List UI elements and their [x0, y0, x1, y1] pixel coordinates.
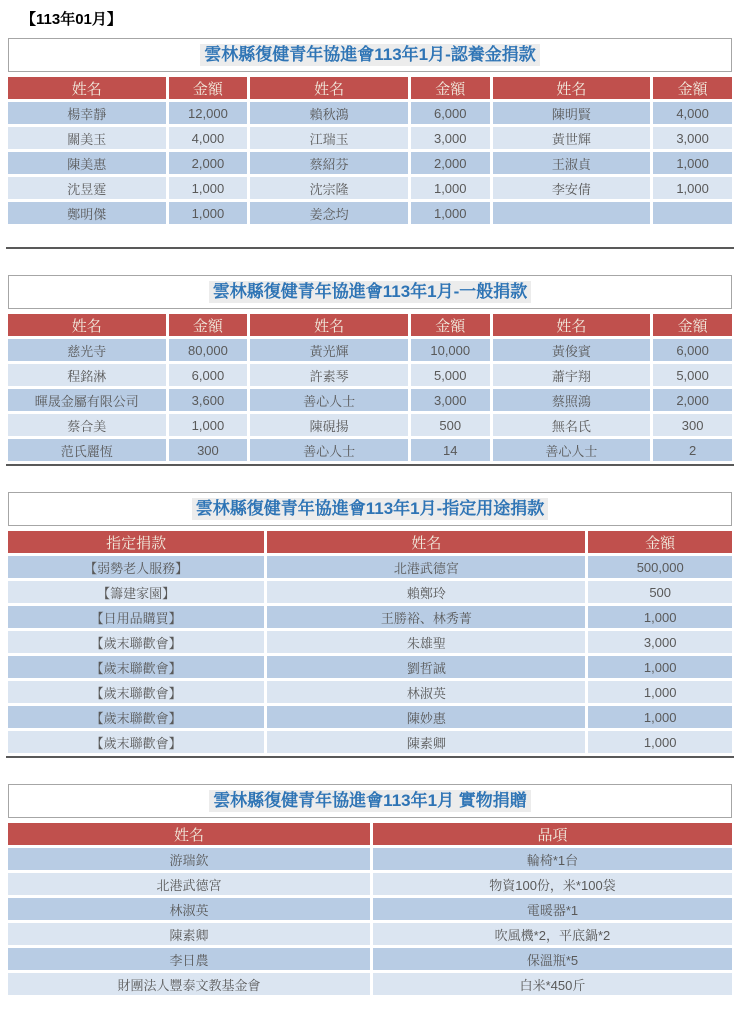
- donor-name-cell: 無名氏: [493, 414, 651, 436]
- donor-name-cell: 李安倩: [493, 177, 651, 199]
- donor-name-cell: 蔡照鴻: [493, 389, 651, 411]
- amount-cell: 2,000: [653, 389, 732, 411]
- donor-name-cell: 陳素卿: [8, 923, 370, 945]
- column-header: 姓名: [8, 314, 166, 336]
- amount-cell: 14: [411, 439, 490, 461]
- amount-cell: 5,000: [411, 364, 490, 386]
- donor-name-cell: 陳明賢: [493, 102, 651, 124]
- donor-name-cell: 蔡合美: [8, 414, 166, 436]
- amount-cell: 300: [653, 414, 732, 436]
- column-header: 金額: [653, 314, 732, 336]
- table-title-box: [8, 784, 732, 818]
- table-row: [8, 656, 732, 678]
- table-row: [8, 581, 732, 603]
- donor-name-cell: 善心人士: [493, 439, 651, 461]
- table-title-box: [8, 492, 732, 526]
- donor-name-cell: 陳素卿: [267, 731, 585, 753]
- table-row: [8, 152, 732, 174]
- amount-cell: 1,000: [169, 414, 248, 436]
- donor-name-cell: 善心人士: [250, 389, 408, 411]
- donor-name-cell: 李日農: [8, 948, 370, 970]
- in-kind-donation-section: [8, 784, 732, 998]
- purpose-cell: 【歲末聯歡會】: [8, 656, 264, 678]
- amount-cell: 1,000: [588, 656, 732, 678]
- donor-name-cell: 暉晟金屬有限公司: [8, 389, 166, 411]
- amount-cell: [653, 202, 732, 224]
- donor-name-cell: 沈昱霆: [8, 177, 166, 199]
- amount-cell: 2,000: [411, 152, 490, 174]
- amount-cell: 1,000: [411, 202, 490, 224]
- amount-cell: 2: [653, 439, 732, 461]
- purpose-cell: 【歲末聯歡會】: [8, 706, 264, 728]
- table-row: [8, 681, 732, 703]
- donor-name-cell: 許素琴: [250, 364, 408, 386]
- donor-name-cell: 王勝裕、林秀菁: [267, 606, 585, 628]
- amount-cell: 3,000: [653, 127, 732, 149]
- column-header: 金額: [169, 314, 248, 336]
- donation-report-page: [0, 8, 740, 998]
- column-header: 金額: [169, 77, 248, 99]
- amount-cell: 1,000: [169, 177, 248, 199]
- table-row: [8, 948, 732, 970]
- donor-name-cell: 陳硯揚: [250, 414, 408, 436]
- table-row: [8, 556, 732, 578]
- amount-cell: 6,000: [411, 102, 490, 124]
- item-cell: 白米*450斤: [373, 973, 732, 995]
- donor-name-cell: 楊幸靜: [8, 102, 166, 124]
- table-row: [8, 631, 732, 653]
- amount-cell: 500: [588, 581, 732, 603]
- donor-name-cell: 黃俊賓: [493, 339, 651, 361]
- donor-name-cell: 陳美惠: [8, 152, 166, 174]
- amount-cell: 3,000: [411, 127, 490, 149]
- column-header: 品項: [373, 823, 732, 845]
- designated-donation-table: [5, 528, 735, 756]
- table-row: [8, 848, 732, 870]
- table-row: [8, 873, 732, 895]
- donor-name-cell: 黃光輝: [250, 339, 408, 361]
- column-header: 金額: [411, 314, 490, 336]
- table-row: [8, 706, 732, 728]
- amount-cell: 5,000: [653, 364, 732, 386]
- amount-cell: 3,600: [169, 389, 248, 411]
- table-title: 雲林縣復健青年協進會113年1月-指定用途捐款: [192, 498, 549, 520]
- purpose-cell: 【歲末聯歡會】: [8, 681, 264, 703]
- table-title: 雲林縣復健青年協進會113年1月-一般捐款: [209, 281, 532, 303]
- amount-cell: 1,000: [588, 731, 732, 753]
- header-row: [8, 77, 732, 99]
- period-label: 【113年01月】: [21, 11, 122, 28]
- amount-cell: 1,000: [653, 177, 732, 199]
- amount-cell: 12,000: [169, 102, 248, 124]
- donor-name-cell: 姜念均: [250, 202, 408, 224]
- amount-cell: 300: [169, 439, 248, 461]
- donor-name-cell: 朱雄聖: [267, 631, 585, 653]
- column-header: 姓名: [267, 531, 585, 553]
- donor-name-cell: 北港武德宮: [8, 873, 370, 895]
- column-header: 姓名: [493, 314, 651, 336]
- table-bottom-divider: [6, 464, 734, 466]
- table-row: [8, 973, 732, 995]
- column-header: 姓名: [250, 77, 408, 99]
- donor-name-cell: 賴鄭玲: [267, 581, 585, 603]
- amount-cell: 3,000: [411, 389, 490, 411]
- donor-name-cell: 賴秋鴻: [250, 102, 408, 124]
- donor-name-cell: 范氏麗恆: [8, 439, 166, 461]
- table-title: 雲林縣復健青年協進會113年1月 實物捐贈: [209, 790, 531, 812]
- table-row: [8, 439, 732, 461]
- table-row: [8, 389, 732, 411]
- table-bottom-divider: [6, 247, 734, 249]
- amount-cell: 1,000: [588, 681, 732, 703]
- donor-name-cell: 林淑英: [8, 898, 370, 920]
- donor-name-cell: 程銘淋: [8, 364, 166, 386]
- sponsorship-donation-section: [8, 38, 732, 249]
- column-header: 姓名: [250, 314, 408, 336]
- table-row: [8, 177, 732, 199]
- donor-name-cell: 劉哲誠: [267, 656, 585, 678]
- item-cell: 物資100份，米*100袋: [373, 873, 732, 895]
- amount-cell: 3,000: [588, 631, 732, 653]
- table-row: [8, 731, 732, 753]
- purpose-cell: 【日用品購買】: [8, 606, 264, 628]
- amount-cell: 2,000: [169, 152, 248, 174]
- designated-donation-section: [8, 492, 732, 758]
- donor-name-cell: 慈光寺: [8, 339, 166, 361]
- item-cell: 電暖器*1: [373, 898, 732, 920]
- donor-name-cell: 林淑英: [267, 681, 585, 703]
- donor-name-cell: 黃世輝: [493, 127, 651, 149]
- table-row: [8, 339, 732, 361]
- in-kind-donation-table: [5, 820, 735, 998]
- donor-name-cell: 王淑貞: [493, 152, 651, 174]
- table-trailing-spacer: [8, 227, 732, 247]
- purpose-cell: 【歲末聯歡會】: [8, 631, 264, 653]
- amount-cell: 1,000: [653, 152, 732, 174]
- column-header: 姓名: [8, 77, 166, 99]
- table-title: 雲林縣復健青年協進會113年1月-認養金捐款: [200, 44, 540, 66]
- table-row: [8, 202, 732, 224]
- table-title-box: [8, 275, 732, 309]
- table-row: [8, 414, 732, 436]
- column-header: 金額: [411, 77, 490, 99]
- purpose-cell: 【籌建家園】: [8, 581, 264, 603]
- general-donation-section: [8, 275, 732, 466]
- table-row: [8, 127, 732, 149]
- table-row: [8, 606, 732, 628]
- column-header: 金額: [588, 531, 732, 553]
- table-row: [8, 923, 732, 945]
- amount-cell: 4,000: [169, 127, 248, 149]
- donor-name-cell: [493, 202, 651, 224]
- amount-cell: 1,000: [411, 177, 490, 199]
- donor-name-cell: 財團法人豐泰文教基金會: [8, 973, 370, 995]
- amount-cell: 6,000: [169, 364, 248, 386]
- donor-name-cell: 游瑞欽: [8, 848, 370, 870]
- column-header: 姓名: [493, 77, 651, 99]
- amount-cell: 1,000: [588, 706, 732, 728]
- donor-name-cell: 沈宗隆: [250, 177, 408, 199]
- header-row: [8, 531, 732, 553]
- amount-cell: 10,000: [411, 339, 490, 361]
- item-cell: 輪椅*1台: [373, 848, 732, 870]
- donor-name-cell: 善心人士: [250, 439, 408, 461]
- table-row: [8, 102, 732, 124]
- column-header: 姓名: [8, 823, 370, 845]
- amount-cell: 500: [411, 414, 490, 436]
- table-row: [8, 898, 732, 920]
- column-header: 指定捐款: [8, 531, 264, 553]
- amount-cell: 4,000: [653, 102, 732, 124]
- amount-cell: 1,000: [588, 606, 732, 628]
- donor-name-cell: 關美玉: [8, 127, 166, 149]
- table-bottom-divider: [6, 756, 734, 758]
- header-row: [8, 314, 732, 336]
- amount-cell: 80,000: [169, 339, 248, 361]
- purpose-cell: 【弱勢老人服務】: [8, 556, 264, 578]
- amount-cell: 500,000: [588, 556, 732, 578]
- purpose-cell: 【歲末聯歡會】: [8, 731, 264, 753]
- donor-name-cell: 北港武德宮: [267, 556, 585, 578]
- column-header: 金額: [653, 77, 732, 99]
- donor-name-cell: 鄭明傑: [8, 202, 166, 224]
- table-title-box: [8, 38, 732, 72]
- donor-name-cell: 蔡紹芬: [250, 152, 408, 174]
- amount-cell: 1,000: [169, 202, 248, 224]
- amount-cell: 6,000: [653, 339, 732, 361]
- donor-name-cell: 陳妙惠: [267, 706, 585, 728]
- general-donation-table: [5, 311, 735, 464]
- table-row: [8, 364, 732, 386]
- header-row: [8, 823, 732, 845]
- donor-name-cell: 江瑞玉: [250, 127, 408, 149]
- sponsorship-donation-table: [5, 74, 735, 227]
- item-cell: 保溫瓶*5: [373, 948, 732, 970]
- donor-name-cell: 蕭宇翔: [493, 364, 651, 386]
- item-cell: 吹風機*2，平底鍋*2: [373, 923, 732, 945]
